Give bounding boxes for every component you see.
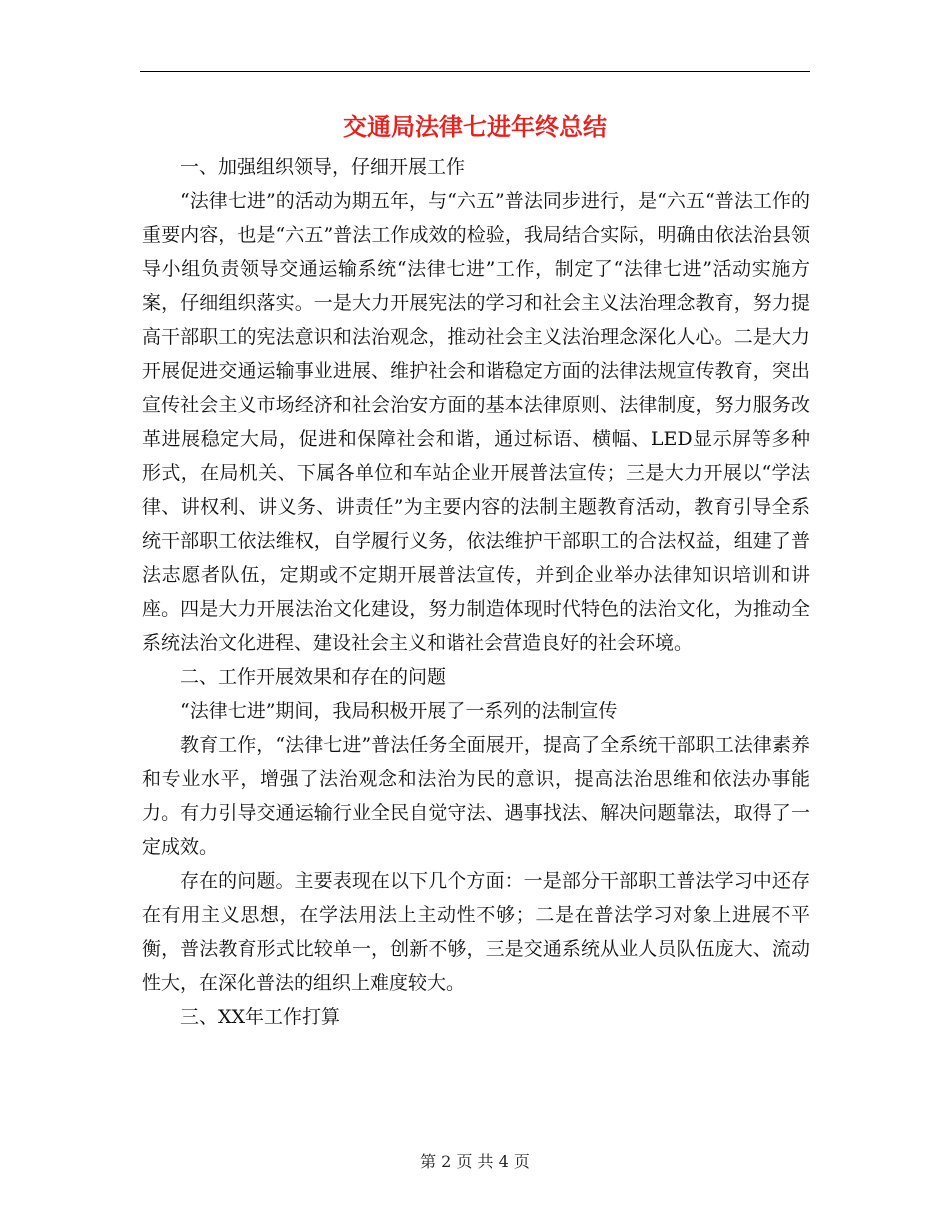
page-footer: 第 2 页 共 4 页 — [420, 1152, 530, 1171]
document-title: 交通局法律七进年终总结 — [343, 112, 607, 141]
section-heading-2: 二、工作开展效果和存在的问题 — [180, 666, 447, 688]
header-rule — [140, 71, 810, 72]
document-body — [142, 150, 810, 1034]
body-paragraph-4: 存在的问题。主要表现在以下几个方面：一是部分干部职工普法学习中还存在有用主义思想，在学法用法上主动性不够；二是在普法学习对象上进展不平衡，普法教育形式比较单一，创新不够，三是交通系统从业人员队伍庞大、流动性大，在深化普法的组织上难度较大。 — [142, 870, 810, 994]
body-paragraph-3: 教育工作，“法律七进”普法任务全面展开，提高了全系统干部职工法律素养和专业水平，增强了法治观念和法治为民的意识，提高法治思维和依法办事能力。有力引导交通运输行业全民自觉守法、遇事找法、解决问题靠法，取得了一定成效。 — [142, 734, 810, 858]
body-paragraph-2: “法律七进”期间，我局积极开展了一系列的法制宣传 — [180, 700, 618, 722]
section-heading-1: 一、加强组织领导，仔细开展工作 — [180, 156, 466, 178]
section-heading-3: 三、XX年工作打算 — [180, 1006, 341, 1028]
body-paragraph-1: “法律七进”的活动为期五年，与“六五”普法同步进行，是“六五“普法工作的重要内容，也是“六五”普法工作成效的检验，我局结合实际，明确由依法治县领导小组负责领导交通运输系统“法律七进”工作，制定了“法律七进”活动实施方案，仔细组织落实。一是大力开展宪法的学习和社会主义法治理念教育，努力提高干部职工的宪法意识和法治观念，推动社会主义法治理念深化人心。二是大力开展促进交通运输事业进展、维护社会和谐稳定方面的法律法规宣传教育，突出宣传社会主义市场经济和社会治安方面的基本法律原则、法律制度，努力服务改革进展稳定大局，促进和保障社会和谐，通过标语、横幅、LED显示屏等多种形式，在局机关、下属各单位和车站企业开展普法宣传；三是大力开展以“学法律、讲权利、讲义务、讲责任”为主要内容的法制主题教育活动，教育引导全系统干部职工依法维权，自学履行义务，依法维护干部职工的合法权益，组建了普法志愿者队伍，定期或不定期开展普法宣传，并到企业举办法律知识培训和讲座。四是大力开展法治文化建设，努力制造体现时代特色的法治文化，为推动全系统法治文化进程、建设社会主义和谐社会营造良好的社会环境。 — [142, 190, 810, 654]
